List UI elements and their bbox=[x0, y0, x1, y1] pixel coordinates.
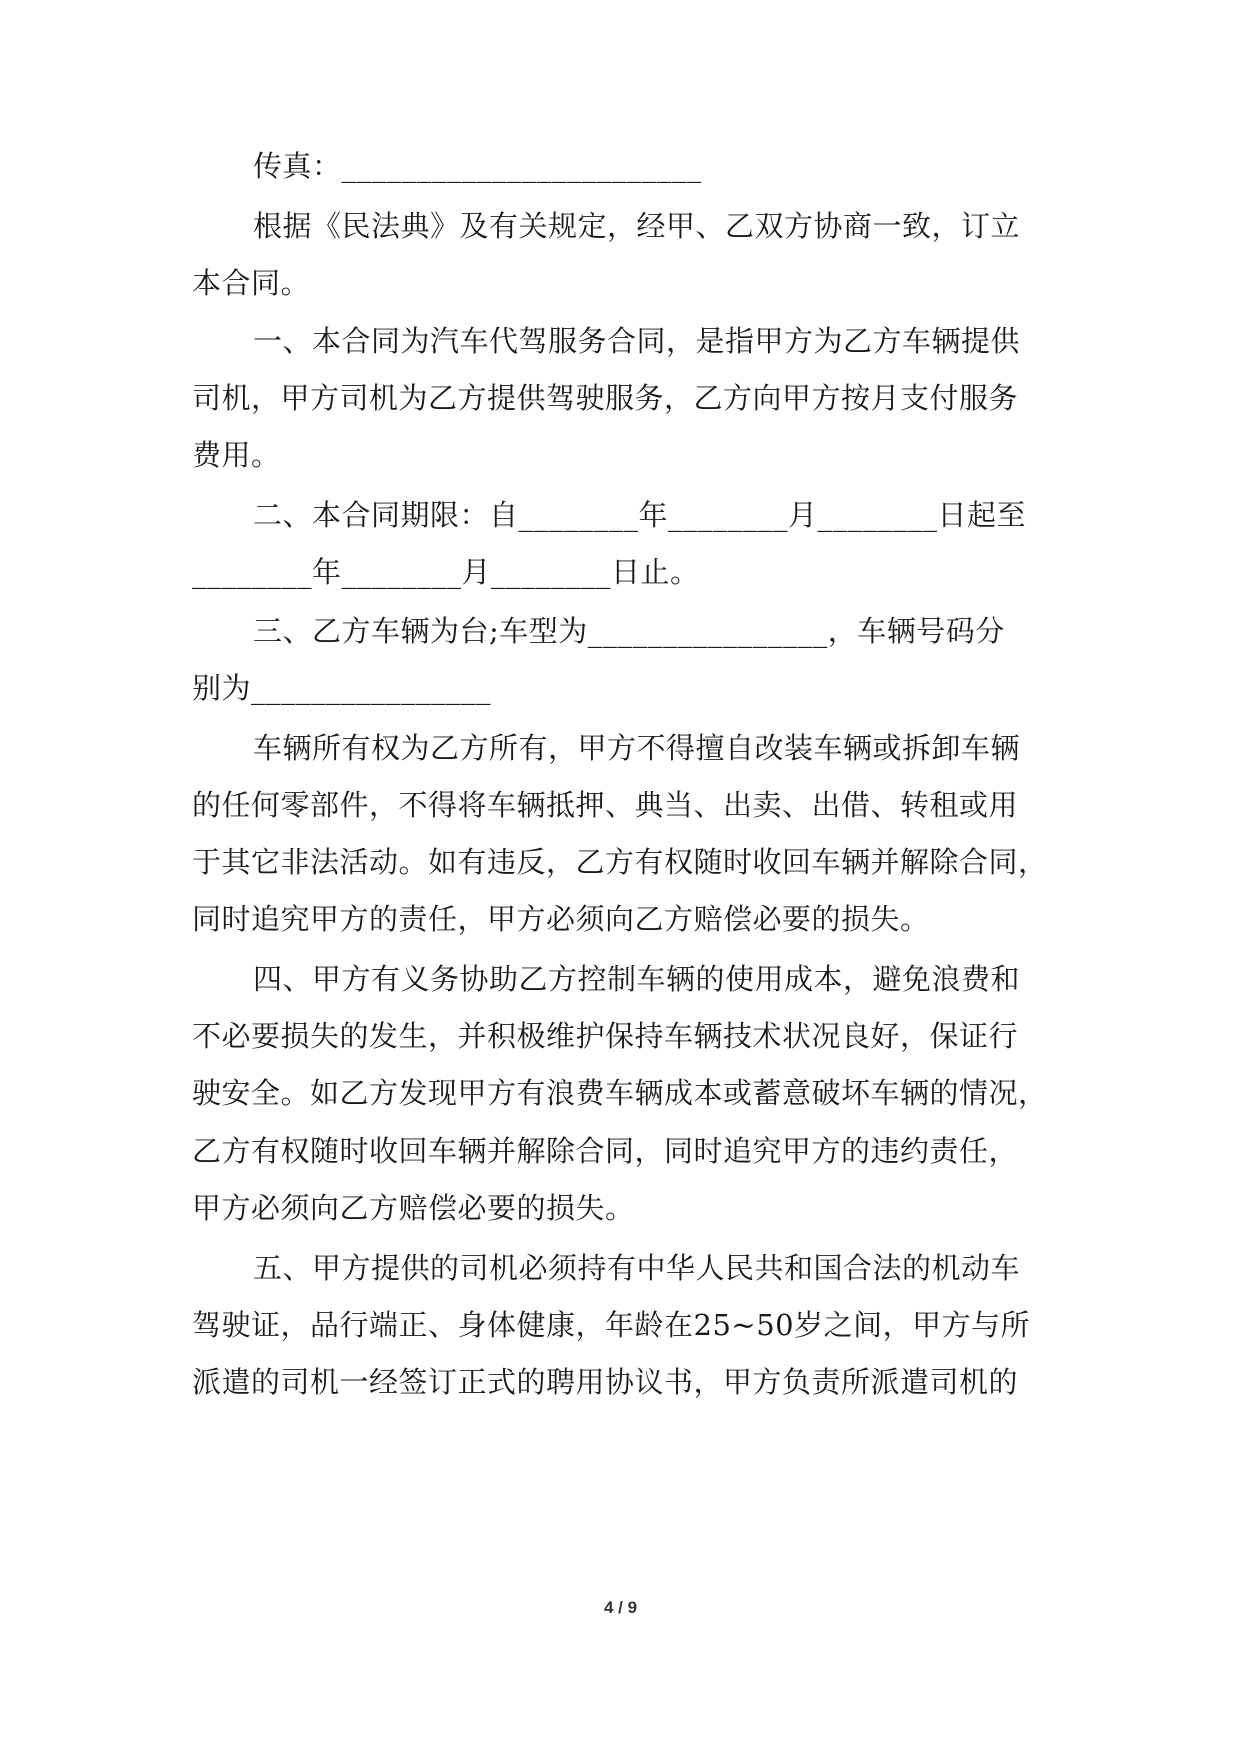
paragraph-line: 同时追究甲方的责任，甲方必须向乙方赔偿必要的损失。 bbox=[192, 902, 930, 936]
paragraph-line: 不必要损失的发生，并积极维护保持车辆技术状况良好，保证行 bbox=[192, 1019, 1019, 1053]
paragraph-line: 别为________________ bbox=[192, 671, 492, 705]
paragraph-line: 乙方有权随时收回车辆并解除合同，同时追究甲方的违约责任， bbox=[192, 1134, 1019, 1168]
clause-2-line: 二、本合同期限：自________年________月________日起至 bbox=[253, 498, 1027, 532]
clause-5-line: 五、甲方提供的司机必须持有中华人民共和国合法的机动车 bbox=[253, 1251, 1021, 1285]
paragraph-line: 派遣的司机一经签订正式的聘用协议书，甲方负责所派遣司机的 bbox=[192, 1365, 1019, 1399]
page-number: 4 / 9 bbox=[603, 1598, 638, 1617]
paragraph-line: 司机，甲方司机为乙方提供驾驶服务，乙方向甲方按月支付服务 bbox=[192, 381, 1019, 415]
paragraph-line: 的任何零部件，不得将车辆抵押、典当、出卖、出借、转租或用 bbox=[192, 788, 1019, 822]
clause-1-line: 一、本合同为汽车代驾服务合同，是指甲方为乙方车辆提供 bbox=[253, 324, 1021, 358]
paragraph-line: ________年________月________日止。 bbox=[192, 555, 700, 589]
paragraph-line: 于其它非法活动。如有违反，乙方有权随时收回车辆并解除合同， bbox=[192, 845, 1048, 879]
paragraph-line: 根据《民法典》及有关规定，经甲、乙双方协商一致，订立 bbox=[253, 209, 1021, 243]
paragraph-line: 驾驶证，品行端正、身体健康，年龄在25~50岁之间，甲方与所 bbox=[192, 1308, 1031, 1342]
paragraph-line: 费用。 bbox=[192, 438, 281, 472]
fax-line: 传真：________________________ bbox=[253, 149, 702, 183]
paragraph-line: 甲方必须向乙方赔偿必要的损失。 bbox=[192, 1191, 635, 1225]
paragraph-line: 车辆所有权为乙方所有，甲方不得擅自改装车辆或拆卸车辆 bbox=[253, 731, 1021, 765]
clause-3-line: 三、乙方车辆为台;车型为________________，车辆号码分 bbox=[253, 614, 1005, 648]
clause-4-line: 四、甲方有义务协助乙方控制车辆的使用成本，避免浪费和 bbox=[253, 962, 1021, 996]
paragraph-line: 驶安全。如乙方发现甲方有浪费车辆成本或蓄意破坏车辆的情况， bbox=[192, 1076, 1048, 1110]
paragraph-line: 本合同。 bbox=[192, 266, 311, 300]
